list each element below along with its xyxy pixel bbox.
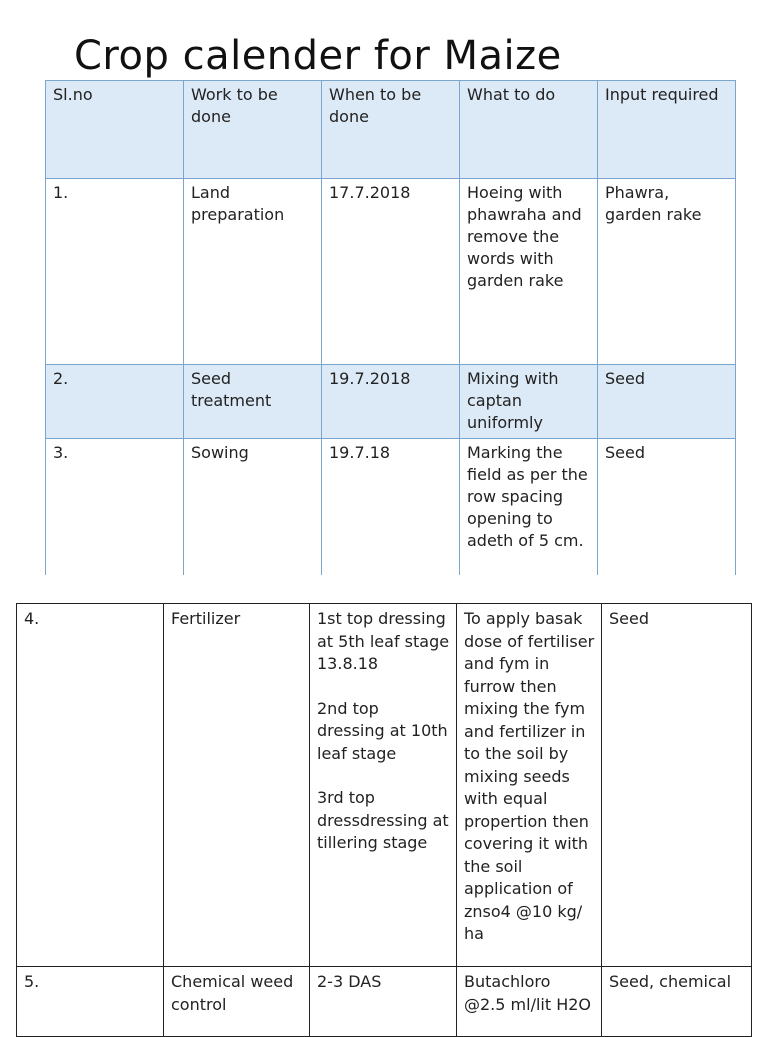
cell-work: Land preparation <box>184 179 322 365</box>
cell-what: Hoeing with phawraha and remove the words with garden rake <box>460 179 598 365</box>
cell-work: Fertilizer <box>164 604 310 967</box>
cell-slno: 5. <box>17 967 164 1037</box>
crop-calendar-table-part1 <box>45 80 736 599</box>
cell-input: Seed <box>598 365 736 439</box>
cell-work: Sowing <box>184 439 322 599</box>
cell-when: 2-3 DAS <box>310 967 457 1037</box>
cell-input: Seed, chemical <box>602 967 752 1037</box>
table-row <box>17 604 752 967</box>
table-row <box>46 365 736 439</box>
header-row <box>46 81 736 179</box>
table-row <box>46 179 736 365</box>
when-second-dressing: 2nd top dressing at 10th leaf stage <box>317 698 448 763</box>
cell-slno: 1. <box>46 179 184 365</box>
cell-when: 17.7.2018 <box>322 179 460 365</box>
when-first-dressing: 1st top dressing at 5th leaf stage 13.8.18 <box>317 609 450 673</box>
cell-slno: 2. <box>46 365 184 439</box>
cell-slno: 4. <box>17 604 164 967</box>
cell-input: Seed <box>602 604 752 967</box>
cell-what: Butachloro @2.5 ml/lit H2O <box>457 967 602 1037</box>
header-work: Work to be done <box>184 81 322 179</box>
cell-what: To apply basak dose of fertiliser and fym in furrow then mixing the fym and fertilizer in to the soil by mixing seeds with equal propertion then covering it with the soil application of znso4 @10 kg/ ha <box>457 604 602 967</box>
cell-input: Seed <box>598 439 736 599</box>
crop-calendar-table-part2 <box>16 603 752 1037</box>
page-break-gap <box>0 575 768 605</box>
cell-what: Mixing with captan uniformly <box>460 365 598 439</box>
when-third-dressing: 3rd top dressdressing at tillering stage <box>317 788 449 852</box>
cell-what: Marking the field as per the row spacing opening to adeth of 5 cm. <box>460 439 598 599</box>
cell-slno: 3. <box>46 439 184 599</box>
cell-input: Phawra, garden rake <box>598 179 736 365</box>
table-row <box>17 967 752 1037</box>
header-what: What to do <box>460 81 598 179</box>
cell-when: 19.7.18 <box>322 439 460 599</box>
header-input: Input required <box>598 81 736 179</box>
cell-work: Chemical weed control <box>164 967 310 1037</box>
header-slno: Sl.no <box>46 81 184 179</box>
cell-work: Seed treatment <box>184 365 322 439</box>
cell-when: 19.7.2018 <box>322 365 460 439</box>
page-title: Crop calender for Maize <box>74 33 562 79</box>
cell-when <box>310 604 457 967</box>
header-when: When to be done <box>322 81 460 179</box>
